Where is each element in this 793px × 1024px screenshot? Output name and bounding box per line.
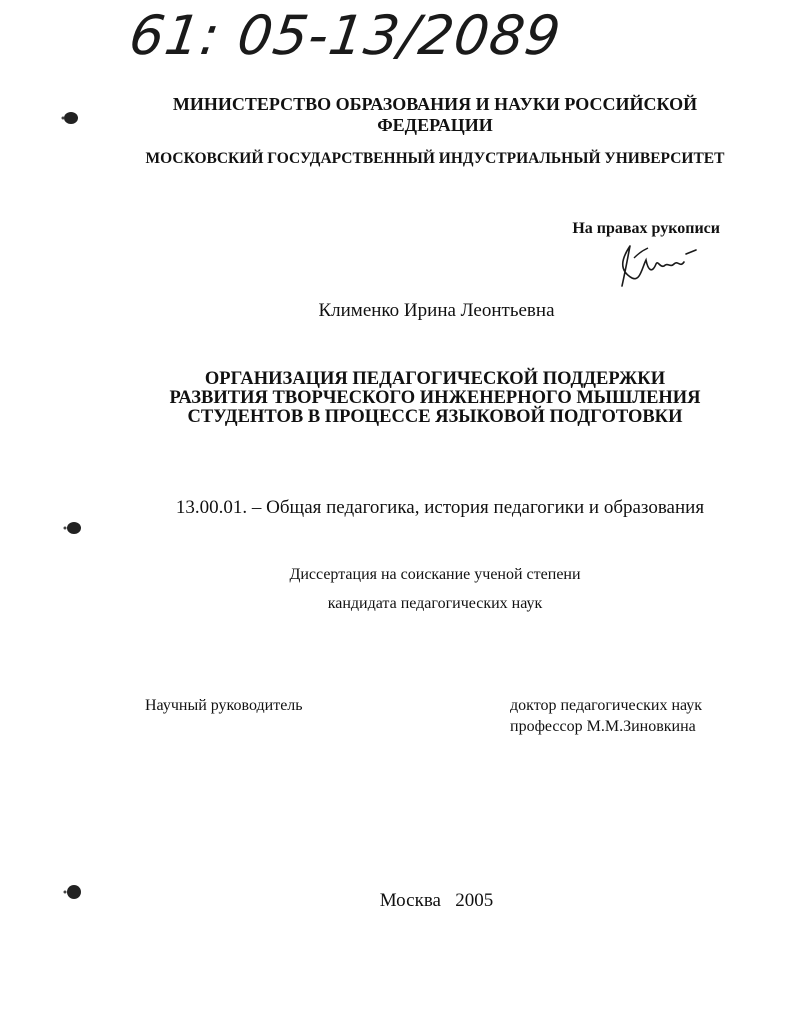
ministry-heading <box>150 94 720 136</box>
handwritten-archive-code: 61: 05-13/2089 <box>125 4 566 67</box>
supervisor-name: профессор М.М.Зиновкина <box>510 718 696 735</box>
thesis-title-line-3: СТУДЕНТОВ В ПРОЦЕССЕ ЯЗЫКОВОЙ ПОДГОТОВКИ <box>187 407 683 427</box>
signature-icon <box>612 238 704 294</box>
supervisor-label: Научный руководитель <box>145 697 303 714</box>
author-name: Клименко Ирина Леонтьевна <box>318 300 555 321</box>
ministry-line-2: ФЕДЕРАЦИИ <box>377 115 493 135</box>
university-name: МОСКОВСКИЙ ГОСУДАРСТВЕННЫЙ ИНДУСТРИАЛЬНЫЙ УНИВЕРСИТЕТ <box>145 150 725 167</box>
scan-mark-icon <box>62 882 84 902</box>
degree-line-1: Диссертация на соискание ученой степени <box>289 566 581 583</box>
manuscript-rights-label: На правах рукописи <box>572 220 720 237</box>
place-and-year: Москва 2005 <box>379 890 494 911</box>
thesis-title-line-2: РАЗВИТИЯ ТВОРЧЕСКОГО ИНЖЕНЕРНОГО МЫШЛЕНИЯ <box>169 388 701 408</box>
thesis-title <box>150 370 720 427</box>
degree-line-2: кандидата педагогических наук <box>327 595 543 612</box>
thesis-title-line-1: ОРГАНИЗАЦИЯ ПЕДАГОГИЧЕСКОЙ ПОДДЕРЖКИ <box>204 369 666 389</box>
ministry-line-1: МИНИСТЕРСТВО ОБРАЗОВАНИЯ И НАУКИ РОССИЙСКОЙ <box>172 94 698 114</box>
specialty-code: 13.00.01. – Общая педагогика, история педагогики и образования <box>175 497 705 518</box>
scan-mark-icon <box>62 519 84 537</box>
supervisor-title: доктор педагогических наук <box>510 697 703 714</box>
scan-mark-icon <box>60 108 82 126</box>
